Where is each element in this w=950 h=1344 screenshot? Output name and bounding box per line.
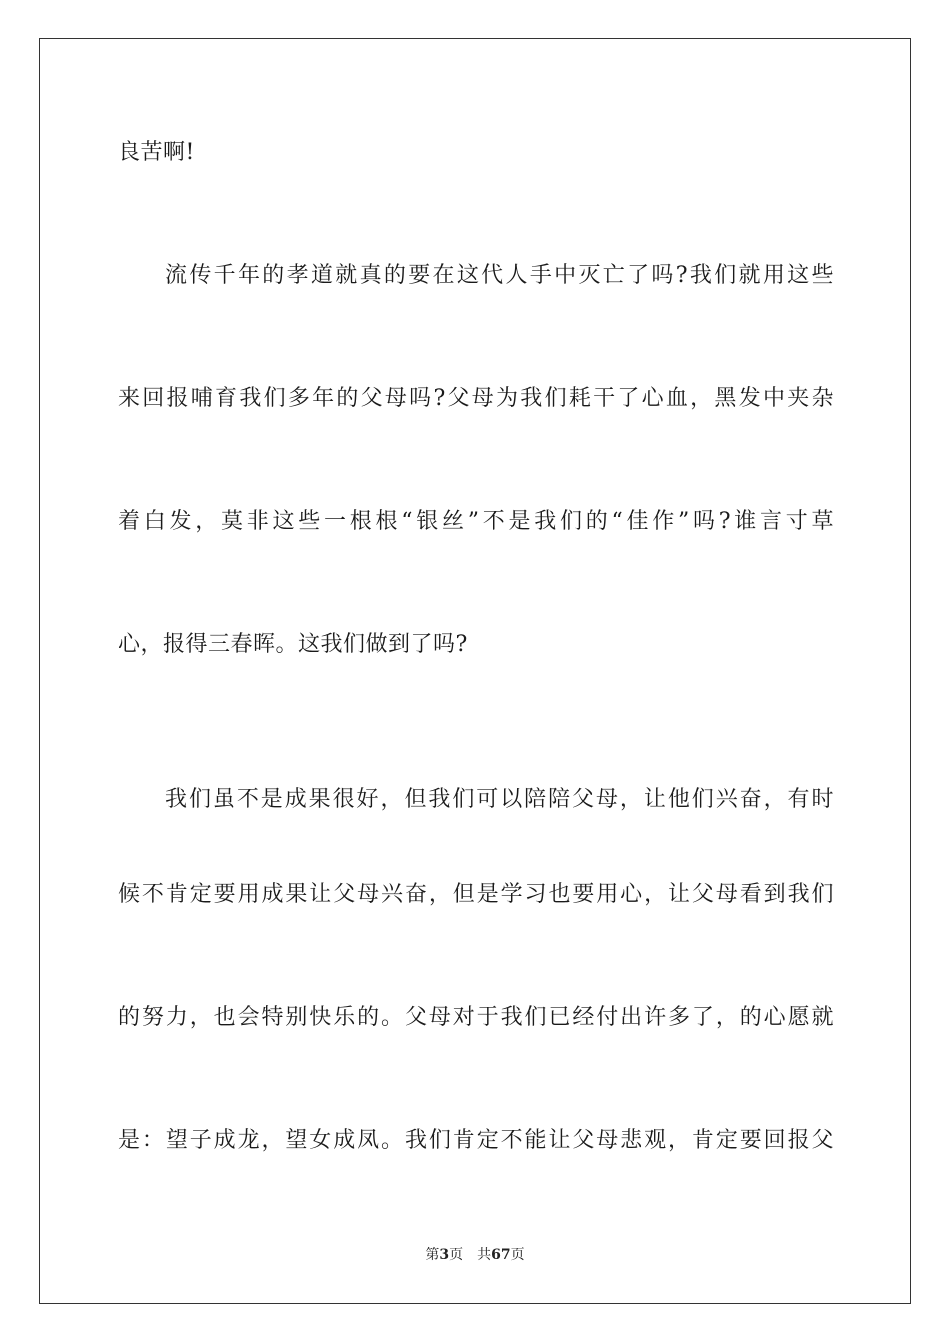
text-line-5: 心，报得三春晖。这我们做到了吗? — [118, 632, 468, 657]
page-border — [39, 38, 911, 1304]
total-prefix: 共 — [477, 1247, 492, 1263]
text-line-1: 良苦啊! — [118, 140, 195, 165]
text-line-9: 是：望子成龙，望女成凤。我们肯定不能让父母悲观，肯定要回报父 — [118, 1128, 834, 1153]
text-line-7: 候不肯定要用成果让父母兴奋，但是学习也要用心，让父母看到我们 — [118, 882, 834, 907]
page-suffix: 页 — [449, 1247, 464, 1263]
text-line-3: 来回报哺育我们多年的父母吗?父母为我们耗干了心血，黑发中夹杂 — [118, 386, 834, 411]
page-number: 3 — [439, 1247, 450, 1263]
page-prefix: 第 — [425, 1247, 440, 1263]
total-pages: 67 — [491, 1247, 511, 1263]
text-line-6: 我们虽不是成果很好，但我们可以陪陪父母，让他们兴奋，有时 — [165, 787, 834, 812]
text-line-8: 的努力，也会特别快乐的。父母对于我们已经付出许多了，的心愿就 — [118, 1005, 834, 1030]
text-line-2: 流传千年的孝道就真的要在这代人手中灭亡了吗?我们就用这些 — [165, 263, 834, 288]
text-line-4: 着白发，莫非这些一根根“银丝”不是我们的“佳作”吗?谁言寸草 — [118, 509, 834, 534]
total-suffix: 页 — [510, 1247, 525, 1263]
page-footer — [0, 1246, 950, 1264]
